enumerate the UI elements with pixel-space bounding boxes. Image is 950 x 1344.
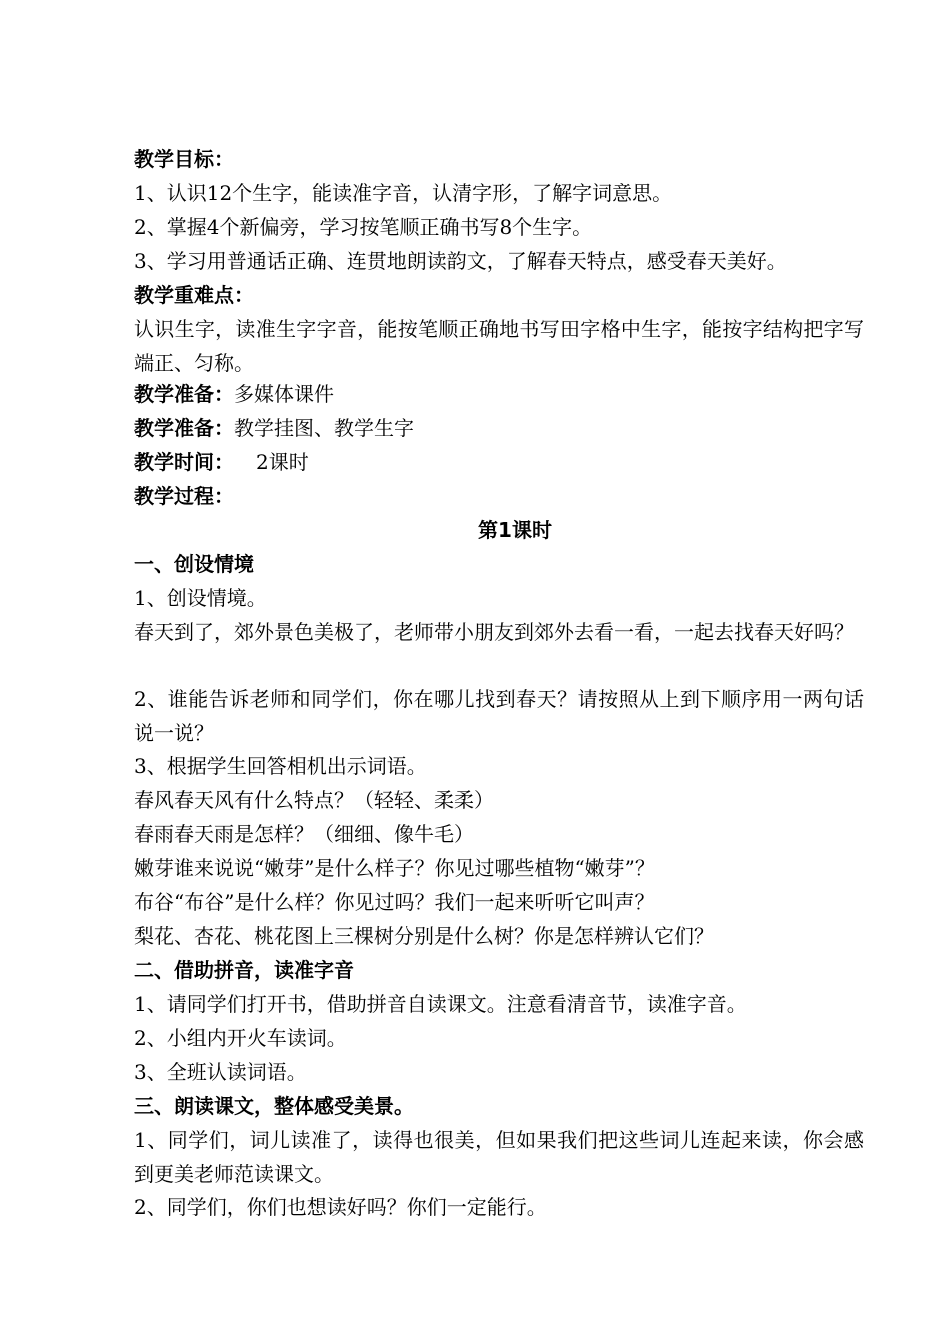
preparation-value: 教学挂图、教学生字 — [234, 416, 414, 440]
vocab-line: 春风春天风有什么特点？（轻轻、柔柔） — [134, 788, 494, 812]
preparation-label: 教学准备： — [134, 382, 234, 406]
preparation-label: 教学准备： — [134, 416, 234, 440]
step-text: 2、小组内开火车读词。 — [134, 1026, 347, 1050]
step-text: 1、请同学们打开书，借助拼音自读课文。注意看清音节，读准字音。 — [134, 992, 747, 1016]
goal-item-3: 3、学习用普通话正确、连贯地朗读韵文，了解春天特点，感受春天美好。 — [134, 249, 787, 273]
teaching-time-label: 教学时间： — [134, 450, 234, 474]
paragraph-text: 1、同学们，词儿读准了，读得也很美，但如果我们把这些词儿连起来读，你会感到更美老师范读课文。 — [134, 1128, 864, 1186]
step-text: 3、根据学生回答相机出示词语。 — [134, 754, 427, 778]
teaching-time-line — [134, 448, 309, 476]
goal-item-2: 2、掌握4个新偏旁，学习按笔顺正确书写8个生字。 — [134, 215, 593, 239]
step-text: 3、全班认读词语。 — [134, 1060, 307, 1084]
section-heading-1: 一、创设情境 — [134, 552, 254, 576]
preparation-value: 多媒体课件 — [234, 382, 334, 406]
vocab-line: 嫩芽谁来说说“嫩芽”是什么样子？你见过哪些植物“嫩芽”？ — [134, 856, 655, 880]
heading-key-difficulties: 教学重难点： — [134, 283, 254, 307]
teaching-time-value: 2课时 — [256, 450, 309, 474]
vocab-line: 春雨春天雨是怎样？（细细、像牛毛） — [134, 822, 474, 846]
step-text: 1、创设情境。 — [134, 586, 267, 610]
vocab-line: 梨花、杏花、桃花图上三棵树分别是什么树？你是怎样辨认它们？ — [134, 924, 714, 948]
vocab-line: 布谷“布谷”是什么样？你见过吗？我们一起来听听它叫声？ — [134, 890, 655, 914]
step-text: 2、同学们，你们也想读好吗？你们一定能行。 — [134, 1195, 547, 1219]
key-difficulties-text: 认识生字，读准生字字音，能按笔顺正确地书写田字格中生字，能按字结构把字写端正、匀称。 — [134, 317, 864, 375]
heading-teaching-process: 教学过程： — [134, 484, 234, 508]
paragraph-text: 春天到了，郊外景色美极了，老师带小朋友到郊外去看一看，一起去找春天好吗？ — [134, 620, 854, 644]
preparation-line-1 — [134, 380, 334, 408]
section-heading-2: 二、借助拼音，读准字音 — [134, 958, 354, 982]
goal-item-1: 1、认识12个生字，能读准字音，认清字形，了解字词意思。 — [134, 181, 673, 205]
preparation-line-2 — [134, 414, 414, 442]
heading-teaching-goals: 教学目标： — [134, 147, 234, 171]
lesson-title: 第1课时 — [478, 518, 552, 542]
section-heading-3: 三、朗读课文，整体感受美景。 — [134, 1094, 414, 1118]
paragraph-text: 2、谁能告诉老师和同学们，你在哪儿找到春天？请按照从上到下顺序用一两句话说一说？ — [134, 687, 864, 745]
